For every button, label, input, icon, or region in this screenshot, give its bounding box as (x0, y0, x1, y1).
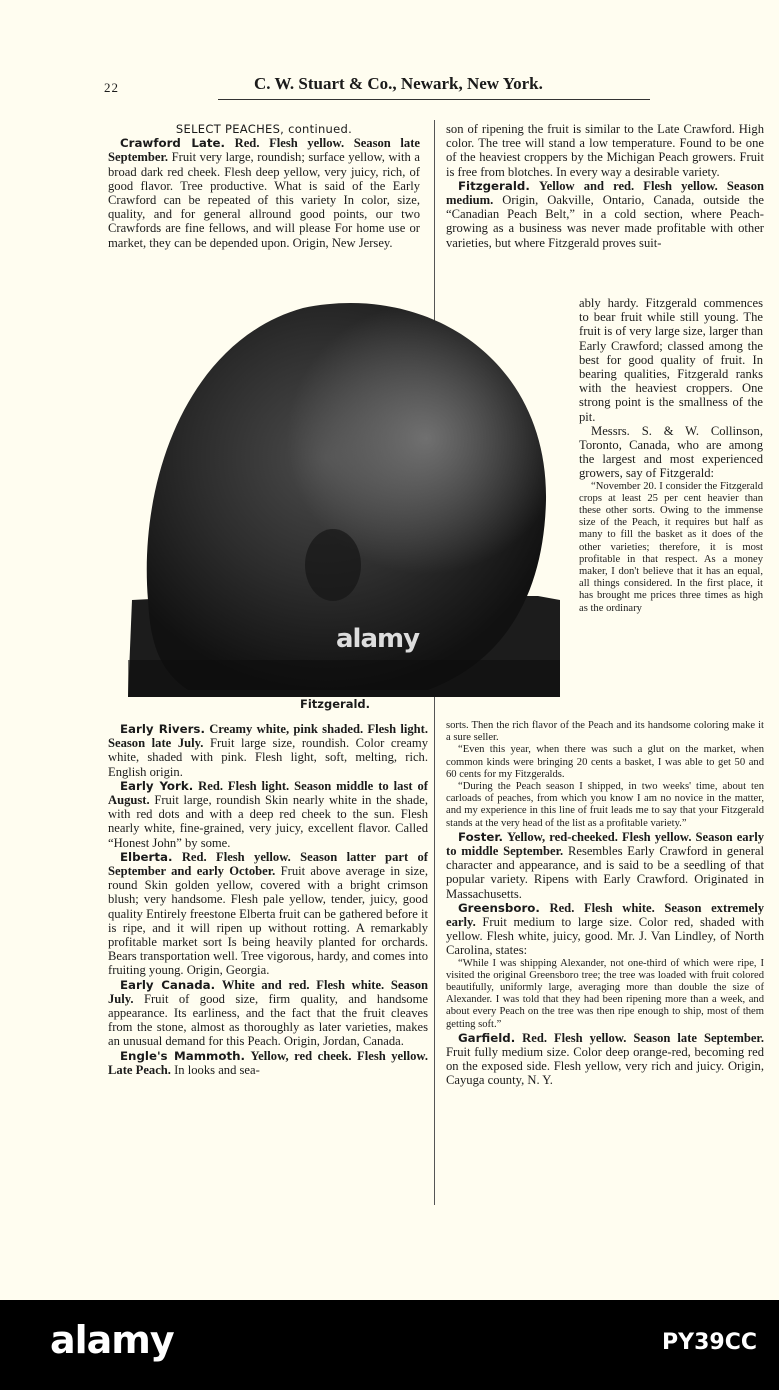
entry-fitzgerald: Fitzgerald. Yellow and red. Flesh yellow. Season medium. Origin, Oakville, Ontario, Canada, outside the “Canadian Peach Belt,” in a cold section, where Peach-growing as a business was never made profitable with other varieties, but where Fitzgerald proves suit- (446, 178, 764, 250)
alamy-logo: alamy (50, 1318, 174, 1362)
entry-early-rivers: Early Rivers. Creamy white, pink shaded. Flesh light. Season late July. Fruit large size, roundish. Color creamy white, shaded with pink. Flesh light, soft, melting, rich. English origin. (108, 722, 428, 779)
fitzgerald-description: ably hardy. Fitzgerald commences to bear fruit while still young. The fruit is of very large size, larger than Early Crawford; classed among the best for good quality of fruit. In bearing qualities, Fitzgerald ranks with the heaviest croppers. One strong point is the smallness of the pit. (579, 296, 763, 424)
header-rule (218, 99, 650, 100)
collinson-quote-part3: “Even this year, when there was such a glut on the market, when common kinds were bringing 20 cents a basket, I was able to get 50 and 60 cents for my Fitzgeralds. (446, 744, 764, 780)
page-header (104, 74, 664, 98)
right-column-bottom (446, 720, 764, 1088)
entry-elberta: Elberta. Red. Flesh yellow. Season latter part of September and early October. Fruit above average in size, round Skin golden yellow, covered with a bright crimson blush; very handsome. Flesh pale yellow, tender, juicy, good quality Entirely freestone Elberta fruit can be gathered before it is ripe, and it will ripen up without rotting. A remarkably profitable market sort Is being heavily planted for orchards. Bears transportation well. Tree vigorous, hardy, and comes into fruiting young. Origin, Georgia. (108, 849, 429, 978)
left-column-top (108, 122, 420, 250)
greensboro-quote: “While I was shipping Alexander, not one-third of which were ripe, I visited the original Greensboro tree; the tree was loaded with fruit colored beautifully, uniformly large, averaging more than double the size of Alexander. I was told that they had been ripening more than a week, and about every Peach on the tree was then ripe enough to ship, most of them getting soft.” (446, 957, 764, 1030)
entry-engles-continued: son of ripening the fruit is similar to the Late Crawford. High color. The tree will stand a low temperature. Found to be one of the heaviest croppers by the Michigan Peach growers. Fruit is free from blotches. In every way a desirable variety. (446, 122, 764, 179)
image-id: PY39CC (662, 1330, 757, 1355)
entry-garfield: Garfield. Red. Flesh yellow. Season late September. Fruit fully medium size. Color deep orange-red, becoming red on the exposed side. Flesh yellow, very rich and juicy. Origin, Cayuga county, N. Y. (446, 1030, 765, 1088)
figure-caption: Fitzgerald. (300, 697, 370, 711)
entry-engles-mammoth: Engle's Mammoth. Yellow, red cheek. Flesh yellow. Late Peach. In looks and sea- (108, 1048, 428, 1077)
page-title: C. W. Stuart & Co., Newark, New York. (254, 74, 543, 93)
entry-early-canada: Early Canada. White and red. Flesh white. Season July. Fruit of good size, firm quality, and handsome appearance. Its earliness, and the fact that the fruit cleaves from the stone, almost as thoroughly as later varieties, makes an unusual demand for this Peach. Origin, Jordan, Canada. (108, 977, 428, 1049)
collinson-quote-part1: “November 20. I consider the Fitzgerald crops at least 25 per cent heavier than these other sorts. Owing to the immense size of the Peach, it requires but half as many to fill the basket as it does of the other varieties; therefore, it is most profitable in that respect. As a money maker, I don't believe that it has an equal, all things considered. In the first place, it has brought me prices three times as high as the ordinary (579, 480, 763, 614)
watermark-alamy: alamy (336, 624, 420, 654)
entry-greensboro: Greensboro. Red. Flesh white. Season extremely early. Fruit medium to large size. Color red, shaded with yellow. Flesh white, juicy, good. Mr. J. Van Lindley, of North Carolina, states: (446, 900, 764, 958)
entry-foster: Foster. Yellow, red-cheeked. Flesh yellow. Season early to middle September. Resembles Early Crawford in general character and appearance, and is said to be a seedling of that popular variety. Ripens with Early Crawford. Originated in Massachusetts. (446, 829, 764, 901)
right-column-top (446, 122, 764, 250)
collinson-quote-part4: “During the Peach season I shipped, in two weeks' time, about ten carloads of peaches, from which you know I am no novice in the matter, and my experience in this line of fruit leads me to say that your Fitzgerald stands at the very head of the list as a profitable variety.” (446, 781, 764, 829)
left-column-bottom (108, 722, 428, 1077)
entry-crawford-late: Crawford Late. Red. Flesh yellow. Season late September. Fruit very large, roundish; surface yellow, with a broad dark red cheek. Flesh deep yellow, very juicy, rich, of good flavor. Tree productive. What is said of the Early Crawford can be repeated of this variety In color, size, quality, and for general allround good points, our two Crawfords are fine fellows, and will please For home use or market, they can be depended upon. Origin, New Jersey. (108, 136, 420, 250)
entry-early-york: Early York. Red. Flesh light. Season middle to last of August. Fruit large, roundish Skin nearly white in the shade, with red dots and with a deep red cheek to the sun. Flesh nearly white, fine-grained, very juicy, excellent flavor. Called “Honest John” by some. (108, 778, 428, 850)
page-number: 22 (104, 80, 119, 95)
collinson-intro: Messrs. S. & W. Collinson, Toronto, Canada, who are among the largest and most experienced growers, say of Fitzgerald: (579, 423, 763, 481)
section-heading: SELECT PEACHES, continued. (175, 122, 353, 136)
collinson-quote-part2: sorts. Then the rich flavor of the Peach and its handsome coloring make it a sure seller. (446, 720, 764, 744)
right-column-narrow (579, 296, 763, 615)
